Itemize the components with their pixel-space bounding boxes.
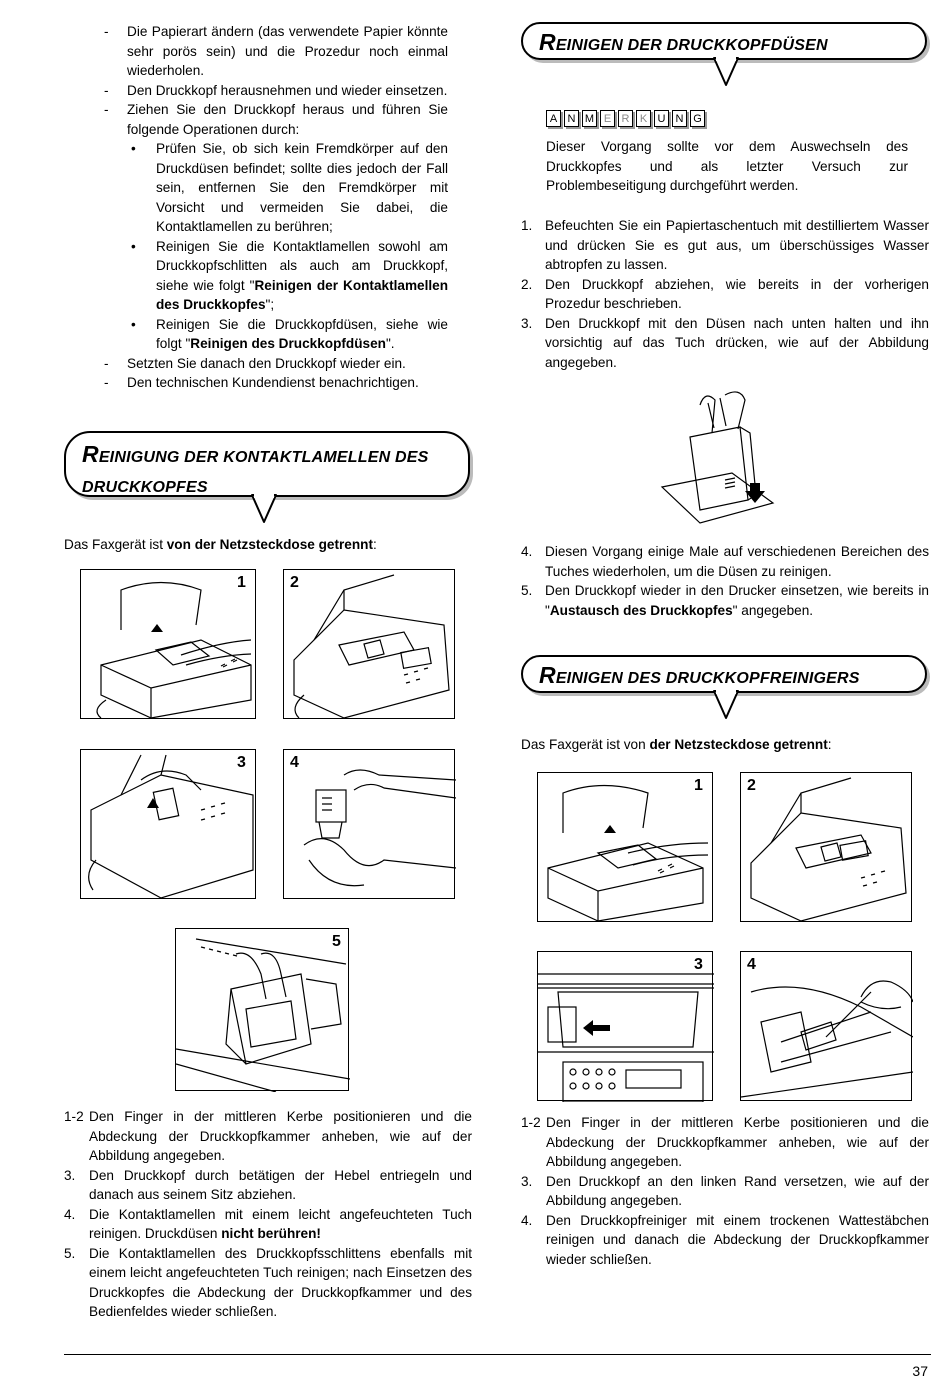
figure-label: 2: [290, 574, 299, 591]
note-letter: N: [672, 110, 687, 127]
step-text: Den Finger in der mittleren Kerbe positionieren und die Abdeckung der Druckkopfkammer anheben, wie auf der Abbildung angegeben.: [89, 1109, 472, 1163]
fax-illustration: [741, 773, 913, 923]
step-number: 4.: [521, 544, 533, 559]
cleaner-intro: [521, 735, 832, 755]
step-number: 2.: [521, 276, 533, 292]
figure-2-printhead-bay: [283, 569, 455, 719]
bubble-tail: [250, 494, 280, 524]
step-text: Die Kontaktlamellen des Druckkopfsschlittens ebenfalls mit einem leicht angefeuchteten Tuch reinigen; nach Einsetzen des Druckkopfes die Abdeckung der Druckkopfkammer und des Bedienfeldes wieder schließen.: [89, 1245, 472, 1319]
section-heading: REINIGEN DER DRUCKKOPFDÜSEN: [539, 29, 828, 55]
intro-text: :: [827, 737, 832, 752]
section-heading-bubble: [521, 655, 927, 693]
figure-5-carriage-contacts: [175, 928, 349, 1091]
step-text: Den Druckkopf an den linken Rand versetzen, wie auf der Abbildung angegeben.: [546, 1173, 929, 1208]
step-text: Befeuchten Sie ein Papiertaschentuch mit destilliertem Wasser und drücken Sie es gut aus, um überschüssiges Wasser abtropfen zu lassen.: [545, 218, 929, 272]
figure-label: 3: [694, 956, 703, 973]
intro-bold: der Netzsteckdose getrennt: [649, 737, 828, 752]
step-text: Den Druckkopf abziehen, wie bereits in der vorherigen Prozedur beschrieben.: [545, 276, 929, 311]
note-letter: G: [690, 110, 705, 127]
step-number: 1-2: [521, 1115, 541, 1130]
step-item: [64, 1166, 472, 1205]
bullet-text: ";: [265, 297, 275, 312]
nozzle-steps-b: [521, 542, 929, 620]
section-heading-line: DRUCKKOPFES: [82, 479, 208, 496]
fax-illustration: [284, 570, 456, 720]
step-text: Diesen Vorgang einige Male auf verschiedenen Bereichen des Tuches wiederholen, um die Düsen zu reinigen.: [545, 544, 929, 579]
step-text: Die Kontaktlamellen mit einem leicht angefeuchteten Tuch reinigen. Druckdüsen: [89, 1206, 472, 1241]
bullet-link-text: Reinigen des Druckkopfdüsen: [190, 336, 386, 351]
step-item: [521, 542, 929, 581]
step-number: 1-2: [64, 1109, 84, 1124]
dash-item-text: Ziehen Sie den Druckkopf heraus und führen Sie folgende Operationen durch:: [127, 102, 448, 137]
step-number: 3.: [521, 1173, 533, 1189]
step-item: [521, 275, 929, 314]
fax-illustration: [81, 570, 257, 720]
figure-label: 5: [332, 933, 341, 950]
bullet-item: [64, 315, 448, 354]
bubble-tail: [712, 690, 742, 720]
hands-illustration: [284, 750, 456, 900]
note-badge: [546, 110, 705, 127]
step-number: 4.: [521, 1212, 533, 1228]
figure-label: 4: [290, 754, 299, 771]
step-item: [521, 216, 929, 275]
dash-item: [64, 100, 448, 139]
carriage-illustration: [741, 952, 913, 1102]
section-heading-bubble: [521, 22, 927, 60]
step-item: [521, 1172, 929, 1211]
carriage-illustration: [176, 929, 350, 1092]
figure-3-move-head-left: [537, 951, 713, 1101]
step-text: " angegeben.: [732, 602, 814, 618]
step-item: [64, 1205, 472, 1244]
step-item: [64, 1244, 472, 1322]
step-item: [64, 1107, 472, 1166]
note-letter: U: [654, 110, 669, 127]
figure-1-open-cover: [537, 772, 713, 922]
step-text: Den Druckkopf wieder in den Drucker einsetzen, wie bereits in ": [545, 583, 929, 618]
note-text: Dieser Vorgang sollte vor dem Auswechseln des Druckkopfes und als letzter Versuch zur Problembeseitigung durchgeführt werden.: [546, 139, 908, 193]
step-number: 3.: [64, 1167, 76, 1183]
intro-bold: von der Netzsteckdose getrennt: [166, 537, 373, 552]
footer-rule: [64, 1354, 931, 1355]
figure-label: 1: [237, 574, 246, 591]
fax-illustration: [81, 750, 257, 900]
contacts-steps: [64, 1107, 472, 1322]
dash-list: [64, 22, 448, 139]
note-letter: N: [564, 110, 579, 127]
bubble-tail: [712, 57, 742, 87]
intro-text: Das Faxgerät ist von: [521, 737, 650, 752]
step-text: Den Druckkopf durch betätigen der Hebel entriegeln und danach aus seinem Sitz abziehen.: [89, 1167, 472, 1202]
dash-item: - Den technischen Kundendienst benachrichtigen.: [64, 373, 448, 393]
note-letter: K: [636, 110, 651, 127]
bullet-item: • Prüfen Sie, ob sich kein Fremdkörper auf den Druckdüsen befindet; sollte dies jedoch der Fall sein, entfernen Sie den Fremdkörper mit Vorsicht und vermeiden Sie dabei, die Kontaktlamellen zu berühren;: [64, 139, 448, 237]
section-heading: [82, 441, 452, 501]
step-number: 3.: [521, 315, 533, 331]
figure-label: 3: [237, 754, 246, 771]
figure-1-open-cover: [80, 569, 256, 719]
figure-label: 1: [694, 777, 703, 794]
step-item: [521, 581, 929, 620]
contacts-intro: [64, 535, 377, 555]
step-item: [521, 1211, 929, 1270]
nozzle-cleaning-illustration: [660, 385, 775, 530]
bullet-text: Reinigen Sie die Druckkopfdüsen, siehe wie folgt ": [156, 316, 448, 351]
note-letter: A: [546, 110, 561, 127]
figure-2-printhead-bay: [740, 772, 912, 922]
step-number: 5.: [521, 583, 533, 598]
figure-3-remove-head: [80, 749, 256, 899]
dash-list: [64, 354, 448, 393]
figure-4-clean-contacts: [283, 749, 455, 899]
figure-label: 2: [747, 777, 756, 794]
step-text: Den Finger in der mittleren Kerbe positionieren und die Abdeckung der Druckkopfkammer anheben, wie auf der Abbildung angegeben.: [546, 1115, 929, 1169]
figure-label: 4: [747, 956, 756, 973]
page-number: 37: [912, 1363, 928, 1379]
dash-item: - Die Papierart ändern (das verwendete Papier könnte sehr porös sein) und die Prozedur noch einmal wiederholen.: [64, 22, 448, 81]
step-number: 5.: [64, 1245, 76, 1261]
top-left-text: [64, 22, 448, 393]
nozzle-steps-a: [521, 216, 929, 372]
bullet-link-text: Reinigen der Kontaktlamellen des Druckkopfes: [156, 277, 449, 312]
step-number: 4.: [64, 1206, 76, 1222]
step-item: [521, 1113, 929, 1172]
cleaner-steps: [521, 1113, 929, 1269]
step-number: 1.: [521, 218, 533, 233]
section-heading-bubble: [64, 431, 470, 497]
figure-4-clean-wiper: [740, 951, 912, 1101]
note-letter: M: [582, 110, 597, 127]
step-link: Austausch des Druckkopfes: [549, 602, 733, 618]
step-text: Den Druckkopf mit den Düsen nach unten halten und ihn vorsichtig auf das Tuch drücken, wie auf der Abbildung angegeben.: [545, 315, 929, 370]
note-letter: R: [618, 110, 633, 127]
step-item: [521, 314, 929, 373]
bullet-item: [64, 237, 448, 315]
fax-illustration: [538, 773, 714, 923]
intro-text: Das Faxgerät ist: [64, 537, 167, 552]
dash-item: - Setzten Sie danach den Druckkopf wieder ein.: [64, 354, 448, 374]
step-text: Den Druckkopfreiniger mit einem trockenen Wattestäbchen reinigen und danach die Abdeckung der Druckkopfkammer wieder schließen.: [546, 1212, 929, 1267]
section-heading: REINIGEN DES DRUCKKOPFREINIGERS: [539, 662, 860, 688]
bullet-text: ".: [385, 336, 395, 351]
section-heading-line: REINIGUNG DER KONTAKTLAMELLEN DES: [82, 441, 429, 467]
bullet-text: Reinigen Sie die Kontaktlamellen sowohl am Druckkopfschlitten als auch am Druckkopf, siehe wie folgt ": [156, 238, 448, 293]
step-warning: nicht berühren!: [221, 1226, 321, 1241]
dash-item: - Den Druckkopf herausnehmen und wieder einsetzen.: [64, 81, 448, 101]
intro-text: :: [372, 537, 377, 552]
bullet-list: [64, 139, 448, 354]
note-letter: E: [600, 110, 615, 127]
carriage-illustration: [538, 952, 714, 1102]
